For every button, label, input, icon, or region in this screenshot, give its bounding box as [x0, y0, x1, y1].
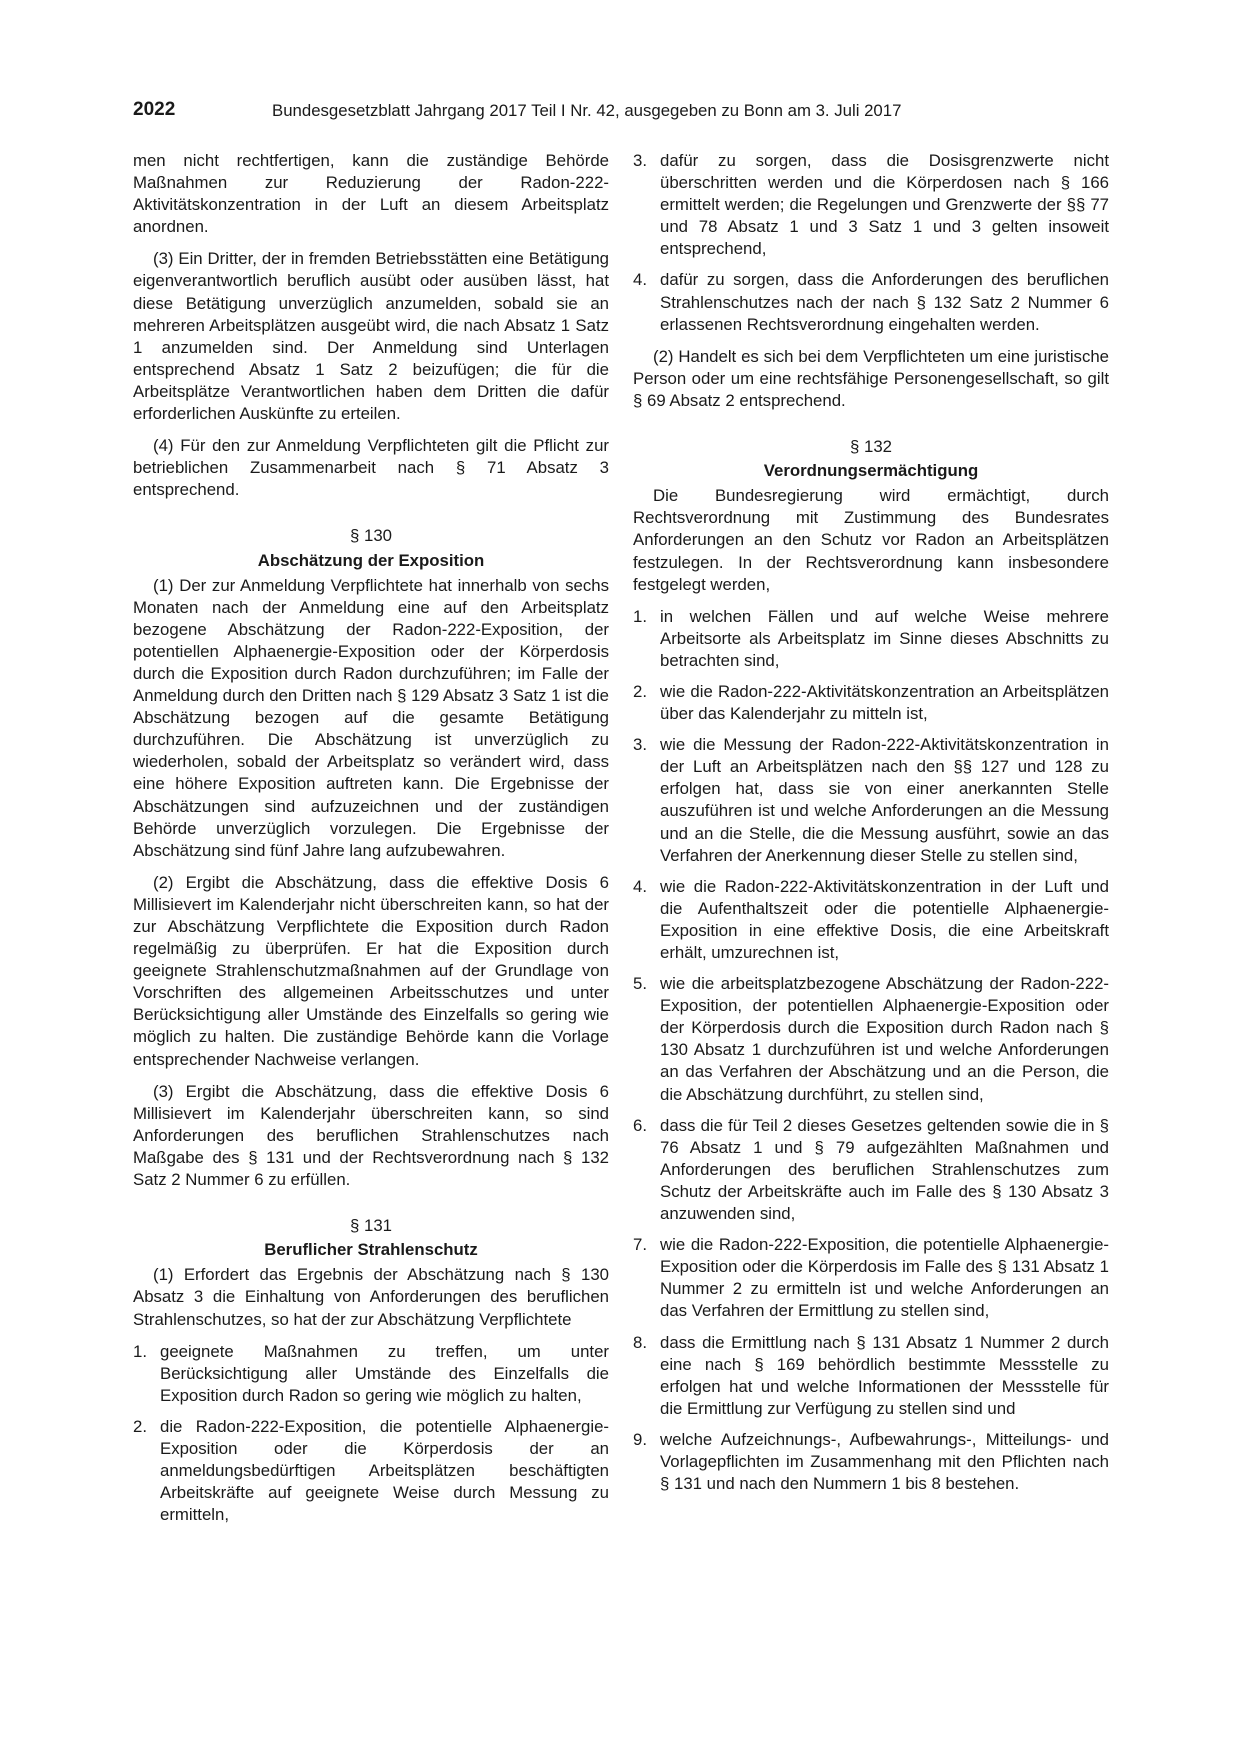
left-column: [133, 150, 609, 1536]
paragraph-131-2: (2) Handelt es sich bei dem Verpflichteten um eine juristische Person oder um eine rechtsfähige Personengesellschaft, so gilt § 69 Absatz 2 entsprechend.: [633, 346, 1109, 410]
section-131-number: § 131: [350, 1216, 392, 1236]
paragraph-130-2: (2) Ergibt die Abschätzung, dass die effektive Dosis 6 Millisievert im Kalenderjahr nicht überschreiten kann, so hat der zur Abschätzung Verpflichtete die Exposition durch Radon regelmäßig zu überprüfen. Er hat die Exposition durch geeignete Strahlenschutzmaßnahmen auf der Grundlage von Vorschriften des allgemeinen Arbeitsschutzes und unter Berücksichtigung aller Umstände des Einzelfalls so gering wie möglich zu halten. Die zuständige Behörde kann die Vorlage entsprechender Nachweise verlangen.: [133, 872, 609, 1069]
list-item-number: 1.: [633, 606, 647, 626]
list-item-text: geeignete Maßnahmen zu treffen, um unter Berücksichtigung aller Umstände des Einzelfalls die Exposition durch Radon so gering wie möglich zu halten,: [160, 1341, 609, 1405]
list-item: [633, 1429, 1109, 1495]
list-item-number: 3.: [633, 151, 647, 170]
section-132-number: § 132: [850, 437, 892, 457]
paragraph-130-3: (3) Ergibt die Abschätzung, dass die effektive Dosis 6 Millisievert im Kalenderjahr überschreiten kann, so sind Anforderungen des beruflichen Strahlenschutzes nach Maßgabe des § 131 und der Rechtsverordnung nach § 132 Satz 2 Nummer 6 zu erfüllen.: [133, 1081, 609, 1190]
list-item: [633, 1234, 1109, 1322]
list-item-number: 3.: [633, 735, 647, 755]
list-item-number: 2.: [133, 1416, 147, 1436]
list-131-continued: [633, 150, 1109, 336]
list-item-text: dafür zu sorgen, dass die Anforderungen des beruflichen Strahlenschutzes nach der nach § 132 Satz 2 Nummer 6 erlassenen Rechtsverordnung eingehalten werden.: [660, 270, 1109, 334]
list-131: [133, 1341, 609, 1527]
list-item-number: 9.: [633, 1429, 647, 1449]
list-item-number: 5.: [633, 974, 647, 994]
section-131-title: Beruflicher Strahlenschutz: [264, 1240, 478, 1260]
list-item-text: wie die Radon-222-Exposition, die potentielle Alphaenergie-Exposition oder die Körperdosis im Falle des § 131 Absatz 1 Nummer 2 zu ermitteln ist und welche Anforderungen an das Verfahren der Ermittlung zu stellen sind,: [660, 1235, 1109, 1321]
paragraph-131-1: (1) Erfordert das Ergebnis der Abschätzung nach § 130 Absatz 3 die Einhaltung von Anforderungen des beruflichen Strahlenschutzes, so hat der zur Abschätzung Verpflichtete: [133, 1265, 609, 1329]
list-item: [633, 734, 1109, 867]
section-132-title: Verordnungsermächtigung: [763, 461, 979, 481]
list-item-text: dafür zu sorgen, dass die Dosisgrenzwerte nicht überschritten werden und die Körperdosen nach § 166 ermittelt werden; die Regelungen und Grenzwerte der §§ 77 und 78 Absatz 1 und 3 Satz 1 und 3 gelten insoweit entsprechend,: [660, 151, 1109, 259]
paragraph-132-intro: Die Bundesregierung wird ermächtigt, durch Rechtsverordnung mit Zustimmung des Bundesrates Anforderungen an den Schutz vor Radon an Arbeitsplätzen festzulegen. In der Rechtsverordnung kann insbesondere festgelegt werden,: [633, 486, 1109, 594]
list-item: [633, 606, 1109, 672]
paragraph-129-4: (4) Für den zur Anmeldung Verpflichteten gilt die Pflicht zur betrieblichen Zusammenarbeit nach § 71 Absatz 3 entsprechend.: [133, 436, 609, 500]
list-item: [133, 1341, 609, 1407]
list-item: [133, 1416, 609, 1526]
continued-paragraph: men nicht rechtfertigen, kann die zuständige Behörde Maßnahmen zur Reduzierung der Radon-222-Aktivitätskonzentration in der Luft an diesem Arbeitsplatz anordnen.: [133, 151, 609, 237]
list-item-number: 8.: [633, 1332, 647, 1352]
list-item-number: 4.: [633, 876, 647, 896]
running-head: Bundesgesetzblatt Jahrgang 2017 Teil I Nr. 42, ausgegeben zu Bonn am 3. Juli 2017: [272, 101, 902, 120]
paragraph-130-1: (1) Der zur Anmeldung Verpflichtete hat innerhalb von sechs Monaten nach der Anmeldung eine auf den Arbeitsplatz bezogene Abschätzung der Radon-222-Exposition, der potentiellen Alphaenergie-Exposition oder der Körperdosis durch die Exposition durch Radon durchzuführen; im Falle der Anmeldung durch den Dritten nach § 129 Absatz 3 Satz 1 ist die Abschätzung bezogen auf die gesamte Betätigung durchzuführen. Die Abschätzung ist unverzüglich zu wiederholen, sobald der Arbeitsplatz so verändert wird, dass eine höhere Exposition auftreten kann. Die Ergebnisse der Abschätzungen sind aufzuzeichnen und der zuständigen Behörde unverzüglich vorzulegen. Die Ergebnisse der Abschätzung sind fünf Jahre lang aufzubewahren.: [133, 575, 609, 860]
list-item: [633, 1332, 1109, 1420]
list-item: [633, 1115, 1109, 1225]
list-item-text: wie die Radon-222-Aktivitätskonzentration in der Luft und die Aufenthaltszeit oder die potentielle Alphaenergie-Exposition in eine effektive Dosis, die eine Arbeitskraft erhält, umzurechnen ist,: [660, 876, 1109, 962]
list-item: [633, 876, 1109, 964]
list-item-text: in welchen Fällen und auf welche Weise mehrere Arbeitsorte als Arbeitsplatz im Sinne dieses Abschnitts zu betrachten sind,: [660, 606, 1109, 670]
list-item-text: dass die Ermittlung nach § 131 Absatz 1 Nummer 2 durch eine nach § 169 behördlich bestimmte Messstelle zu erfolgen hat und welche Informationen der Messstelle für die Ermittlung zur Verfügung zu stellen sind und: [660, 1332, 1109, 1418]
right-column: [633, 150, 1109, 1505]
list-item-text: die Radon-222-Exposition, die potentielle Alphaenergie-Exposition oder die Körperdosis der an anmeldungsbedürftigen Arbeitsplätzen beschäftigten Arbeitskräfte auf geeignete Weise durch Messung zu ermitteln,: [160, 1416, 609, 1525]
list-item-text: wie die Messung der Radon-222-Aktivitätskonzentration in der Luft an Arbeitsplätzen nach den §§ 127 und 128 zu erfolgen hat, dass sie von einer anerkannten Stelle auszuführen ist und welche Anforderungen an die Messung und an die Stelle, die die Messung ausführt, sowie an das Verfahren der Anerkennung dieser Stelle zu stellen sind,: [660, 735, 1109, 865]
section-130-number: § 130: [350, 526, 392, 546]
list-item-number: 4.: [633, 270, 647, 290]
list-item-number: 2.: [633, 681, 647, 701]
list-item: [633, 973, 1109, 1106]
paragraph-129-3: (3) Ein Dritter, der in fremden Betriebsstätten eine Betätigung eigenverantwortlich beruflich ausübt oder ausüben lässt, hat diese Betätigung unverzüglich anzumelden, sobald sie an mehreren Arbeitsplätzen ausgeübt wird, die nach Absatz 1 Satz 1 anzumelden sind. Der Anmeldung sind Unterlagen entsprechend Absatz 1 Satz 2 beizufügen; die für die Arbeitsplätze Verantwortlichen haben dem Dritten die dafür erforderlichen Auskünfte zu erteilen.: [133, 249, 609, 424]
list-item: [633, 681, 1109, 725]
list-item-text: dass die für Teil 2 dieses Gesetzes geltenden sowie die in § 76 Absatz 1 und § 79 aufgezählten Maßnahmen und Anforderungen des beruflichen Strahlenschutzes zum Schutz der Arbeitskräfte auch im Falle des § 130 Absatz 3 anzuwenden sind,: [660, 1115, 1109, 1224]
list-132: [633, 606, 1109, 1495]
section-130-title: Abschätzung der Exposition: [257, 550, 485, 570]
list-item-text: welche Aufzeichnungs-, Aufbewahrungs-, Mitteilungs- und Vorlagepflichten im Zusammenhang mit den Pflichten nach § 131 und nach den Nummern 1 bis 8 bestehen.: [660, 1429, 1109, 1494]
list-item: [633, 269, 1109, 335]
list-item-number: 1.: [133, 1341, 147, 1361]
list-item: [633, 150, 1109, 260]
list-item-number: 6.: [633, 1115, 647, 1135]
list-item-number: 7.: [633, 1235, 647, 1255]
list-item-text: wie die Radon-222-Aktivitätskonzentration an Arbeitsplätzen über das Kalenderjahr zu mitteln ist,: [660, 681, 1109, 724]
list-item-text: wie die arbeitsplatzbezogene Abschätzung der Radon-222-Exposition, der potentiellen Alphaenergie-Exposition oder der Körperdosis durch die Exposition durch Radon nach § 130 Absatz 1 durchzuführen ist und welche Anforderungen an das Verfahren der Abschätzung und an die Person, die die Abschätzung durchführt, zu stellen sind,: [660, 974, 1109, 1104]
page-header: [133, 99, 1123, 125]
page-number: 2022: [133, 99, 176, 120]
